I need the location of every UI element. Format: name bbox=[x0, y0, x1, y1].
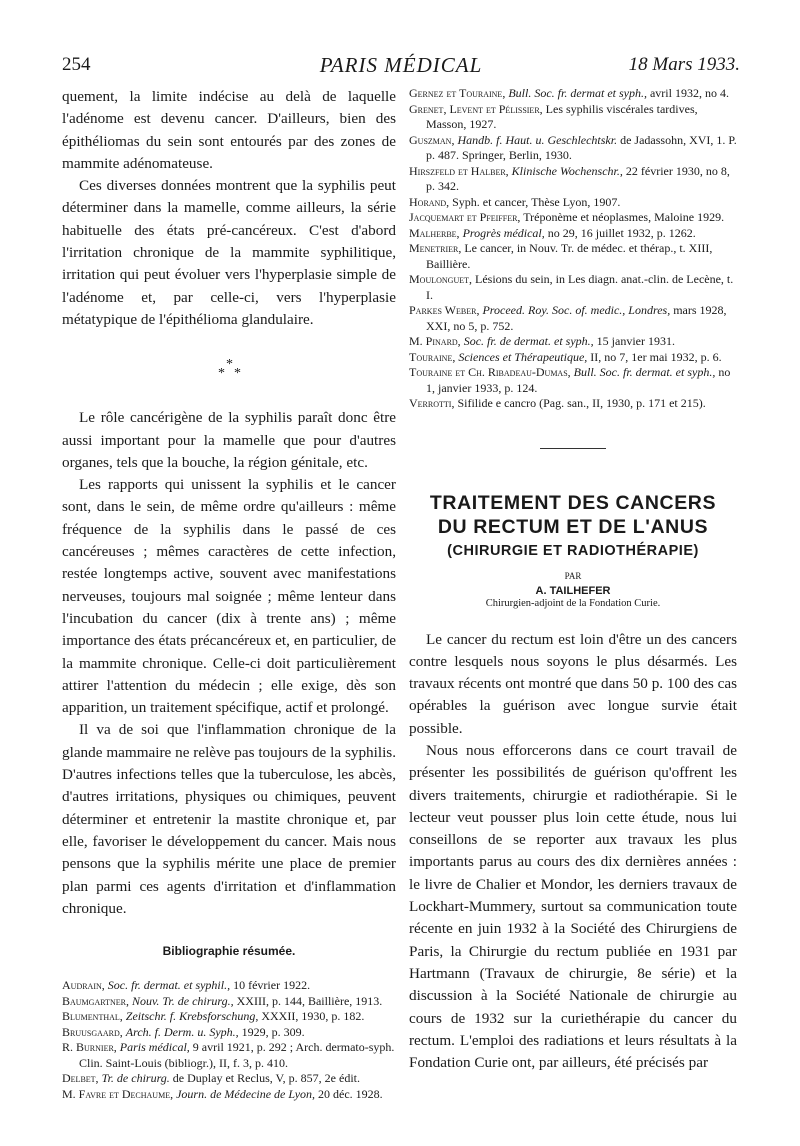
reference-item: Malherbe, Progrès médical, no 29, 16 juillet 1932, p. 1262. bbox=[409, 225, 696, 240]
reference-item: Hirszfeld et Halber, Klinische Wochenschr., 22 février 1930, no 8, p. 342. bbox=[409, 163, 730, 193]
reference-item: Verrotti, Sifilide e cancro (Pag. san., II, 1930, p. 171 et 215). bbox=[409, 396, 706, 410]
reference-item: Blumenthal, Zeitschr. f. Krebsforschung, XXXII, 1930, p. 182. bbox=[62, 1009, 365, 1024]
reference-item: M. Pinard, Soc. fr. de dermat. et syph., 15 janvier 1931. bbox=[409, 334, 675, 348]
journal-title: PARIS MÉDICAL bbox=[319, 53, 483, 77]
reference-item: Grenet, Levent et Pélissier, Les syphilis viscérales tardives, Masson, 1927. bbox=[409, 101, 698, 131]
author-affiliation: Chirurgien-adjoint de la Fondation Curie. bbox=[485, 597, 661, 609]
bibliography-list-continued bbox=[409, 86, 737, 412]
right-column bbox=[409, 86, 737, 1074]
paragraph: Le rôle cancérigène de la syphilis paraît donc être aussi important pour la mamelle que pour d'autres organes, tels que la bouche, la région génitale, etc. bbox=[62, 409, 396, 471]
reference-item: Guszman, Handb. f. Haut. u. Geschlechtskr. de Jadassohn, XVI, 1. P. p. 487. Springer, Berlin, 1930. bbox=[409, 132, 737, 162]
article-title bbox=[409, 491, 737, 539]
paragraph: Nous nous efforcerons dans ce court travail de présenter les possibilités de guérison qu'offrent les divers traitements, chirurgie et radiothérapie. Si le lecteur veut pousser plus loin cette étude, nous lui conseillons de se reporter aux travaux les plus importants parus au cours des dix dernières années : le livre de Chalier et Mondor, les derniers travaux de Lockhart-Mummery, surtout sa communication toute récente en juin 1932 à la Société des Chirurgiens de Paris, la Chirurgie du rectum publiée en 1931 par Hartmann (Travaux de chirurgie, 8e série) et la discussion à la Société Nationale de chirurgie au cours de 1932 sur la curiethérapie du cancer du rectum. L'emploi des radiations et leurs résultats à la Fondation Curie ont, par ailleurs, été précisés par bbox=[409, 741, 737, 1072]
page-number: 254 bbox=[62, 54, 91, 75]
page-header bbox=[62, 50, 740, 84]
reference-item: Jacquemart et Pfeiffer, Tréponème et néoplasmes, Maloine 1929. bbox=[409, 210, 725, 224]
reference-item: Touraine et Ch. Ribadeau-Dumas, Bull. Soc. fr. dermat. et syph., no 1, janvier 1933, p. 124. bbox=[409, 365, 731, 395]
article-subtitle: (CHIRURGIE ET RADIOTHÉRAPIE) bbox=[447, 542, 699, 559]
bibliography-list bbox=[62, 978, 396, 1102]
reference-item: Moulonguet, Lésions du sein, in Les diagn. anat.-clin. de Lecène, t. I. bbox=[409, 272, 734, 302]
byline-par: PAR bbox=[564, 570, 582, 581]
reference-item: M. Favre et Dechaume, Journ. de Médecine de Lyon, 20 déc. 1928. bbox=[62, 1086, 383, 1101]
left-column bbox=[62, 86, 396, 1102]
reference-item: Gernez et Touraine, Bull. Soc. fr. dermat et syph., avril 1932, no 4. bbox=[409, 86, 729, 100]
reference-item: Menetrier, Le cancer, in Nouv. Tr. de médec. et thérap., t. XIII, Baillière. bbox=[409, 241, 713, 271]
reference-item: Horand, Syph. et cancer, Thèse Lyon, 1907. bbox=[409, 194, 621, 209]
article-title-line: DU RECTUM ET DE L'ANUS bbox=[437, 515, 709, 538]
reference-item: Bruusgaard, Arch. f. Derm. u. Syph., 1929, p. 309. bbox=[62, 1024, 305, 1039]
reference-item: Touraine, Sciences et Thérapeutique, II, no 7, 1er mai 1932, p. 6. bbox=[409, 349, 722, 364]
paragraph: Ces diverses données montrent que la syphilis peut déterminer dans la mamelle, comme ailleurs, la série habituelle des états pré-cancéreux. C'est d'abord l'irritation chronique de la mammite syphilitique, irritation qui peut évoluer vers l'hyperplasie simple de l'adénome et, par celle-ci, vers l'hyperplasie métatypique de l'épithélioma glandulaire. bbox=[62, 177, 396, 328]
paragraph: Les rapports qui unissent la syphilis et le cancer sont, dans le sein, de même ordre qu'ailleurs : même fréquence de la syphilis dans le passé de ces cancéreuses ; mêmes caractères de cette infection, restée longtemps active, souvent avec manifestations nerveuses, toujours mal soignée ; même lenteur dans l'incubation du cancer (dix à trente ans) ; même importance des états précancéreux et, en particulier, de la mammite chronique. Celle-ci doit particulièrement attirer l'attention du médecin ; elle exige, dès son apparition, un traitement spécifique, actif et prolongé. bbox=[62, 476, 396, 717]
reference-item: Parkes Weber, Proceed. Roy. Soc. of. medic., Londres, mars 1928, XXI, no 5, p. 752. bbox=[409, 303, 727, 333]
bibliography-title: Bibliographie résumée. bbox=[162, 944, 296, 959]
reference-item: Audrain, Soc. fr. dermat. et syphil., 10 février 1922. bbox=[62, 978, 311, 993]
issue-date: 18 Mars 1933. bbox=[628, 54, 740, 75]
reference-item: Delbet, Tr. de chirurg. de Duplay et Reclus, V, p. 857, 2e édit. bbox=[62, 1071, 360, 1086]
reference-item: R. Burnier, Paris médical, 9 avril 1921, p. 292 ; Arch. dermato-syph. Clin. Saint-Louis (bibliogr.), II, f. 3, p. 410. bbox=[62, 1040, 395, 1070]
section-break-asterism bbox=[62, 357, 396, 387]
article-title-line: TRAITEMENT DES CANCERS bbox=[429, 491, 717, 514]
paragraph: Il va de soi que l'inflammation chronique de la glande mammaire ne relève pas toujours de la syphilis. D'autres infections telles que la tuberculose, les abcès, d'autres irritations, physiques ou chimiques, peuvent déterminer et entretenir la mastite chronique et, par elle, favoriser le développement du cancer. Mais nous pensons que la syphilis mérite une place de premier plan parmi ces agents d'irritation et d'inflammation chronique. bbox=[62, 721, 396, 917]
paragraph: Le cancer du rectum est loin d'être un des cancers contre lesquels nous soyons le plus désarmés. Les travaux récents ont montré que dans 50 p. 100 des cas opérables la guérison avec longue survie était possible. bbox=[409, 630, 737, 737]
article-author: A. TAILHEFER bbox=[535, 584, 611, 597]
asterisk-glyph: * bbox=[218, 366, 225, 382]
section-divider bbox=[540, 448, 606, 449]
paragraph: quement, la limite indécise au delà de laquelle l'adénome est devenu cancer. D'ailleurs, bien des épithéliomas du sein sont entourés par des zones de mammite adénomateuse. bbox=[62, 88, 396, 172]
asterisk-glyph: * bbox=[234, 366, 241, 382]
asterisk-glyph: * bbox=[226, 357, 233, 373]
reference-item: Baumgartner, Nouv. Tr. de chirurg., XXIII, p. 144, Baillière, 1913. bbox=[62, 993, 383, 1008]
